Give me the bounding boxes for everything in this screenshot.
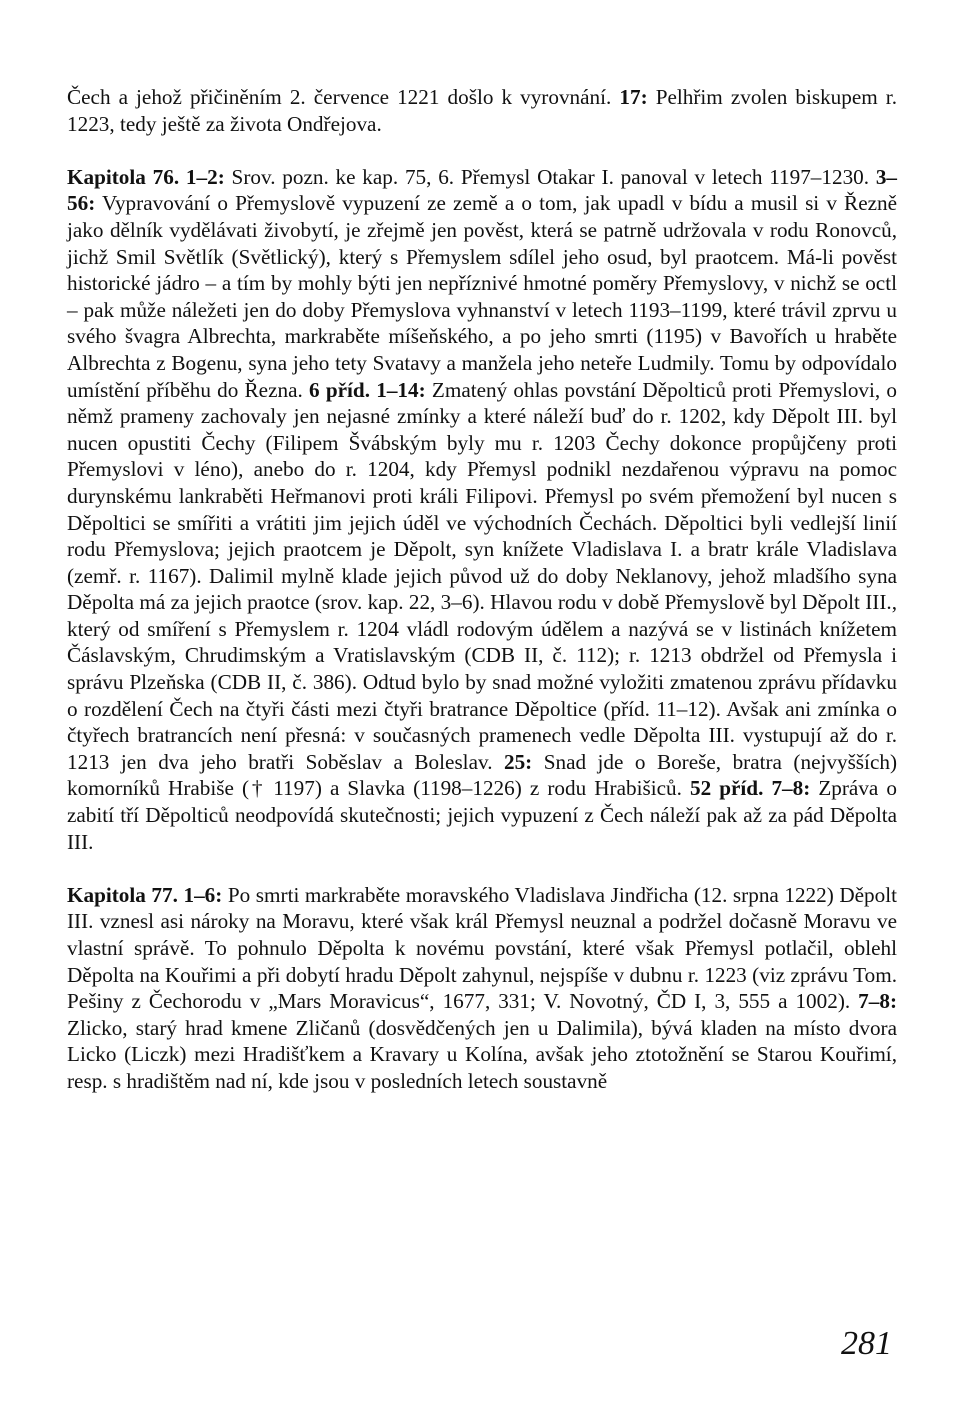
text-run: Zmatený ohlas povstání Děpolticů proti Přemyslovi, o němž prameny zachovaly jen nejasné zmínky a které náleží buď do r. 1202, kdy Děpolt III. byl nucen opustiti Čechy (Filipem Švábským byly mu r. 1203 Čechy dokonce propůjčeny proti Přemyslovi v léno), anebo do r. 1204, kdy Přemysl podnikl nezdařenou výpravu na pomoc durynskému lankraběti Heřmanovi proti králi Filipovi. Přemysl po svém přemožení byl nucen s Děpoltici se smířiti a vrátiti jim jejich úděl ve východních Čechách. Děpoltici byli vedlejší linií rodu Přemyslova; jejich praotcem je Děpolt, syn knížete Vladislava I. a bratr krále Vladislava (zemř. r. 1167). Dalimil mylně klade jejich původ už do doby Neklanovy, jehož mladšího syna Děpolta má za jejich praotce (srov. kap. 22, 3–6). Hlavou rodu v době Přemyslově byl Děpolt III., který od smíření s Přemyslem r. 1204 vládl rodovým údělem a nazývá se v listinách knížetem Čáslavským, Chrudimským a Vratislavským (CDB II, č. 112); r. 1213 obdržel od Přemysla i správu Plzeňska (CDB II, č. 386). Odtud bylo by snad možné vyložiti zmatenou zprávu přídavku o rozdělení Čech na čtyři části mezi čtyři bratrance Děpoltice (příd. 11–12). Avšak ani zmínka o čtyřech bratrancích není přesná: v současných pramenech vedle Děpolta III. vystupují až do r. 1213 jen dva jeho bratři Soběslav a Boleslav.: [67, 377, 898, 774]
bold-reference: Kapitola 76.: [67, 164, 180, 189]
bold-reference: 25:: [503, 749, 533, 774]
text-run: Zpráva o zabití tří Děpolticů neodpovídá skutečnosti; jejich vypuzení z Čech náleží pak až za pád Děpolta III.: [67, 776, 897, 854]
bold-reference: 7–8:: [771, 776, 811, 801]
bold-reference: 1–6:: [183, 882, 223, 907]
text-run: Čech a jehož přičiněním 2. července 1221 došlo k vyrovnání.: [67, 85, 620, 109]
bold-reference: 1–14:: [376, 377, 426, 402]
text-run: Zlicko, starý hrad kmene Zličanů (dosvědčených jen u Dalimila), bývá kladen na místo dvora Licko (Liczk) mezi Hradišťkem a Kravary u Kolína, avšak jeho ztotožnění se Starou Kouřimí, resp. s hradištěm nad ní, kde jsou v posledních letech soustavně: [67, 1015, 897, 1093]
bold-reference: 6 příd.: [309, 377, 370, 402]
paragraph-kapitola-77: [67, 882, 897, 1095]
paragraph-intro: [67, 84, 897, 137]
bold-reference: 17:: [619, 85, 648, 109]
bold-reference: 7–8:: [858, 989, 897, 1014]
bold-reference: Kapitola 77.: [67, 882, 178, 907]
text-run: Vypravování o Přemyslově vypuzení ze země a o tom, jak upadl v bídu a musil si v Řezně jako dělník vydělávati živobytí, je zřejmě jen pověst, která se patrně udržovala v rodu Ronovců, jichž Smil Světlík (Světlický), který s Přemyslem sdílel jeho osud, byl praotcem. Má-li pověst historické jádro – a tím by mohly býti jen nepříznivé hmotné poměry Přemyslovy, v nichž se octl – pak může náležeti jen do doby Přemyslova vyhnanství v letech 1193–1199, které trávil zprvu u svého švagra Albrechta, markraběte míšeňského, a po jeho smrti (1195) v Bavořích u hraběte Albrechta z Bogenu, syna jeho tety Svatavy a manžela jeho neteře Ludmily. Tomu by odpovídalo umístění příběhu do Řezna.: [67, 191, 897, 402]
paragraph-kapitola-76: [67, 164, 897, 855]
bold-reference: 3–56:: [67, 164, 898, 216]
document-page: [67, 84, 897, 1095]
bold-reference: 1–2:: [185, 164, 225, 189]
text-run: Po smrti markraběte moravského Vladislava Jindřicha (12. srpna 1222) Děpolt III. vznesl asi nároky na Moravu, které však král Přemysl neuznal a podržel dočasně Moravu ve vlastní správě. To pohnulo Děpolta k novému povstání, které však Přemysl potlačil, oblehl Děpolta na Kouřimi a při dobytí hradu Děpolt zahynul, nejspíše v dubnu r. 1223 (viz zprávu Tom. Pešiny z Čechorodu v „Mars Moravicus“, 1677, 331; V. Novotný, ČD I, 3, 555 a 1002).: [67, 882, 898, 1014]
text-run: [179, 165, 186, 189]
text-run: Srov. pozn. ke kap. 75, 6. Přemysl Otakar I. panoval v letech 1197–1230.: [224, 164, 876, 189]
text-run: Snad jde o Boreše, bratra (nejvyšších) komorníků Hrabiše († 1197) a Slavka (1198–1226) z rodu Hrabišiců.: [67, 749, 897, 801]
page-number: 281: [841, 1325, 892, 1362]
text-run: Pelhřim zvolen biskupem r. 1223, tedy ještě za života Ondřejova.: [67, 85, 897, 136]
bold-reference: 52 příd.: [689, 776, 764, 801]
